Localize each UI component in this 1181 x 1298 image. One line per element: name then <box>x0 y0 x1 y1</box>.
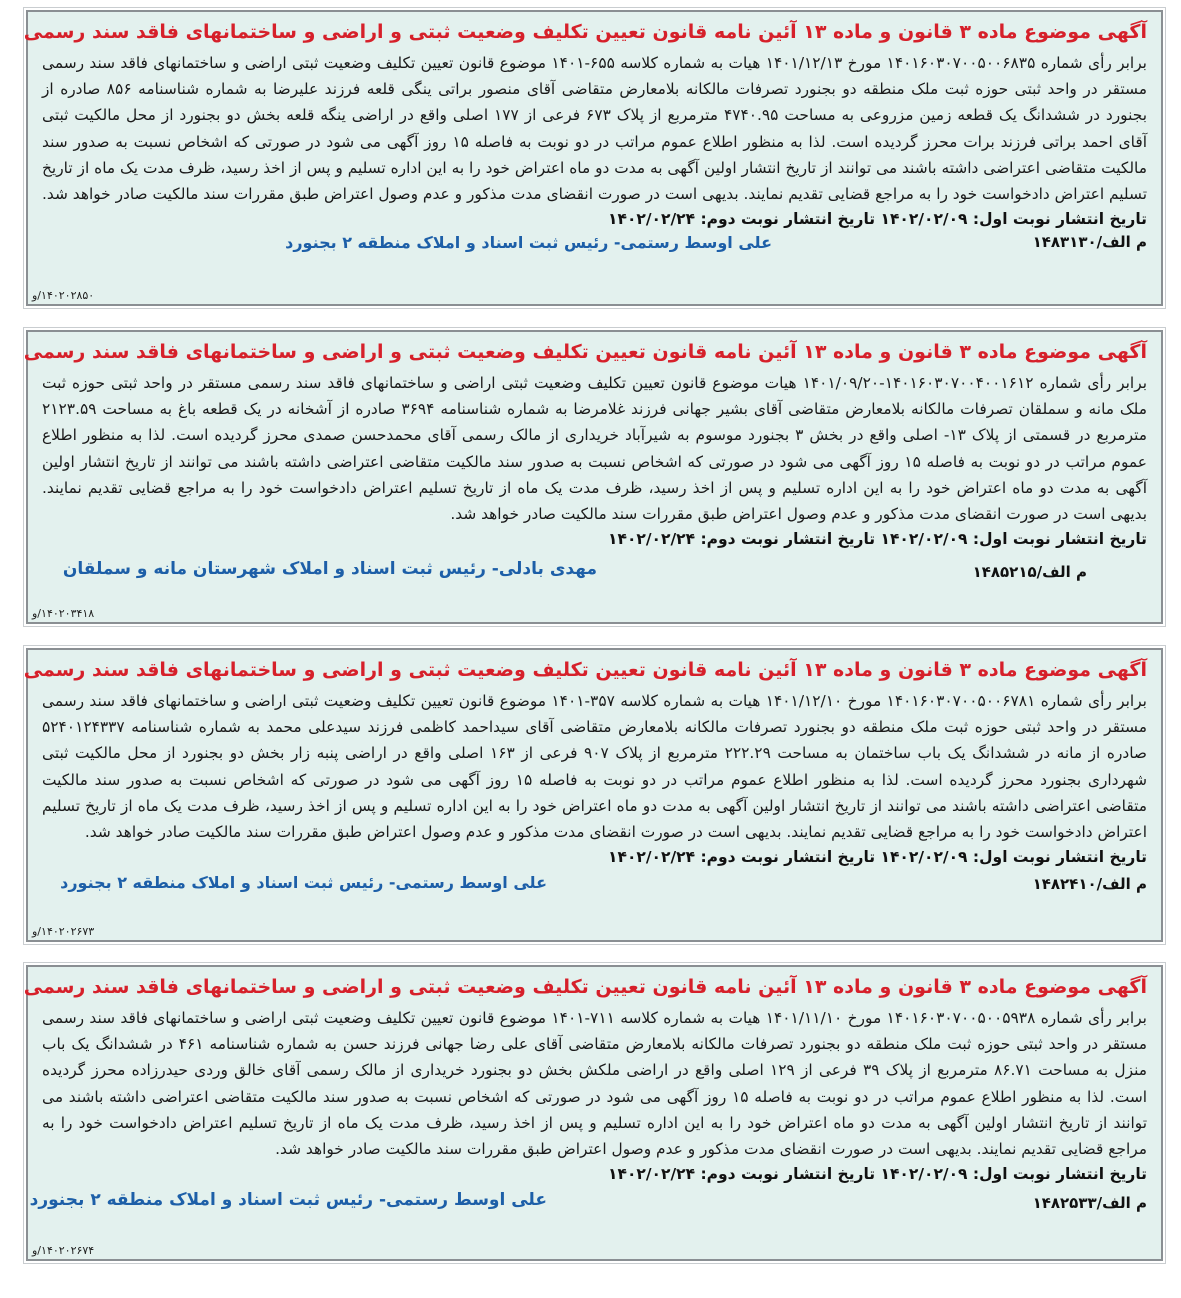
publication-dates: تاریخ انتشار نوبت اول: ۱۴۰۲/۰۲/۰۹ تاریخ انتشار نوبت دوم: ۱۴۰۲/۰۲/۲۴ <box>608 210 1147 229</box>
notice-title: آگهی موضوع ماده ۳ قانون و ماده ۱۳ آئین نامه قانون تعیین تکلیف وضعیت ثبتی و اراضی و ساختمانهای فاقد سند رسمی <box>23 659 1147 681</box>
notice-3 <box>23 648 1163 942</box>
reference-number: م الف/۱۴۸۳۱۳۰ <box>1032 233 1147 252</box>
signer: علی اوسط رستمی- رئیس ثبت اسناد و املاک منطقه ۲ بجنورد <box>29 1190 547 1211</box>
notice-code: ۱۴۰۲۰۲۶۷۳/و <box>32 925 95 938</box>
reference-number: م الف/۱۴۸۲۵۳۳ <box>1032 1194 1147 1213</box>
notice-code: ۱۴۰۲۰۲۶۷۴/و <box>32 1244 95 1257</box>
notice-2 <box>23 330 1163 624</box>
notice-code: ۱۴۰۲۰۳۴۱۸/و <box>32 607 95 620</box>
notice-title: آگهی موضوع ماده ۳ قانون و ماده ۱۳ آئین نامه قانون تعیین تکلیف وضعیت ثبتی و اراضی و ساختمانهای فاقد سند رسمی <box>23 341 1147 363</box>
signer: علی اوسط رستمی- رئیس ثبت اسناد و املاک منطقه ۲ بجنورد <box>285 233 772 253</box>
notice-body: برابر رأی شماره ۱۴۰۱۶۰۳۰۷۰۰۵۰۰۶۷۸۱ مورخ ۱۴۰۱/۱۲/۱۰ هیات به شماره کلاسه ۳۵۷-۱۴۰۱ موضوع قانون تعیین تکلیف وضعیت ثبتی اراضی و ساختمانهای فاقد سند رسمی مستقر در واحد ثبتی حوزه ثبت ملک منطقه دو بجنورد تصرفات مالکانه بلامعارض متقاضی آقای سیداحمد کاظمی فرزند سیدعلی محمد به شماره شناسنامه ۵۲۴۰۱۲۴۳۳۷ صادره از مانه در ششدانگ یک باب ساختمان به مساحت ۲۲۲.۲۹ مترمربع از پلاک ۹۰۷ فرعی از ۱۶۳ اصلی واقع در اراضی پنبه زار بخش دو بجنورد از محل مالکیت ثبتی شهرداری بجنورد محرز گردیده است. لذا به منظور اطلاع عموم مراتب در دو نوبت به فاصله ۱۵ روز آگهی می شود در صورتی که اشخاص نسبت به صدور سند مالکیت متقاضی اعتراضی داشته باشند می توانند از تاریخ انتشار اولین آگهی به مدت دو ماه اعتراض خود را به این اداره تسلیم و پس از اخذ رسید، ظرف مدت یک ماه از تاریخ تسلیم اعتراض دادخواست خود را به مراجع قضایی تقدیم نمایند. بدیهی است در صورت انقضای مدت مذکور و عدم وصول اعتراض طبق مقررات سند مالکیت صادر خواهد شد. <box>42 692 1147 842</box>
notice-title: آگهی موضوع ماده ۳ قانون و ماده ۱۳ آئین نامه قانون تعیین تکلیف وضعیت ثبتی و اراضی و ساختمانهای فاقد سند رسمی <box>23 21 1147 43</box>
reference-number: م الف/۱۴۸۲۴۱۰ <box>1032 875 1147 894</box>
reference-number: م الف/۱۴۸۵۲۱۵ <box>972 563 1087 582</box>
publication-dates: تاریخ انتشار نوبت اول: ۱۴۰۲/۰۲/۰۹ تاریخ انتشار نوبت دوم: ۱۴۰۲/۰۲/۲۴ <box>608 1165 1147 1184</box>
signature-row <box>42 231 1147 259</box>
notice-body: برابر رأی شماره ۱۴۰۱۶۰۳۰۷۰۰۵۰۰۶۸۳۵ مورخ ۱۴۰۱/۱۲/۱۳ هیات به شماره کلاسه ۶۵۵-۱۴۰۱ موضوع قانون تعیین تکلیف وضعیت ثبتی اراضی و ساختمانهای فاقد سند رسمی مستقر در واحد ثبتی حوزه ثبت ملک منطقه دو بجنورد تصرفات مالکانه بلامعارض متقاضی آقای منصور براتی ینگی قلعه فرزند علیرضا به شماره شناسنامه ۸۵۶ صادره از بجنورد در ششدانگ یک قطعه زمین مزروعی به مساحت ۴۷۴۰.۹۵ مترمربع از پلاک ۶۷۳ فرعی از ۱۷۷ اصلی واقع در اراضی ینگه قلعه بخش دو بجنورد از محل مالکیت ثبتی آقای احمد براتی فرزند برات محرز گردیده است. لذا به منظور اطلاع عموم مراتب در دو نوبت به فاصله ۱۵ روز آگهی می شود در صورتی که اشخاص نسبت به صدور سند مالکیت متقاضی اعتراضی داشته باشند می توانند از تاریخ انتشار اولین آگهی به مدت دو ماه اعتراض خود را به این اداره تسلیم و پس از اخذ رسید، ظرف مدت یک ماه از تاریخ تسلیم اعتراض دادخواست خود را به مراجع قضایی تقدیم نمایند. بدیهی است در صورت انقضای مدت مذکور و عدم وصول اعتراض طبق مقررات سند مالکیت صادر خواهد شد. <box>42 54 1147 204</box>
publication-dates: تاریخ انتشار نوبت اول: ۱۴۰۲/۰۲/۰۹ تاریخ انتشار نوبت دوم: ۱۴۰۲/۰۲/۲۴ <box>608 530 1147 549</box>
signer: مهدی بادلی- رئیس ثبت اسناد و املاک شهرستان مانه و سملقان <box>62 559 597 580</box>
publication-dates: تاریخ انتشار نوبت اول: ۱۴۰۲/۰۲/۰۹ تاریخ انتشار نوبت دوم: ۱۴۰۲/۰۲/۲۴ <box>608 848 1147 867</box>
signer: علی اوسط رستمی- رئیس ثبت اسناد و املاک منطقه ۲ بجنورد <box>60 873 547 893</box>
notice-title: آگهی موضوع ماده ۳ قانون و ماده ۱۳ آئین نامه قانون تعیین تکلیف وضعیت ثبتی و اراضی و ساختمانهای فاقد سند رسمی <box>23 976 1147 998</box>
notice-body: برابر رأی شماره ۱۴۰۱۶۰۳۰۷۰۰۵۰۰۵۹۳۸ مورخ ۱۴۰۱/۱۱/۱۰ هیات به شماره کلاسه ۷۱۱-۱۴۰۱ موضوع قانون تعیین تکلیف وضعیت ثبتی اراضی و ساختمانهای فاقد سند رسمی مستقر در واحد ثبتی حوزه ثبت ملک منطقه دو بجنورد تصرفات مالکانه بلامعارض متقاضی آقای علی رضا جهانی فرزند حسن به شماره شناسنامه ۴۶۱ در ششدانگ یک باب منزل به مساحت ۸۶.۷۱ مترمربع از پلاک ۳۹ فرعی از ۱۲۹ اصلی واقع در اراضی ملکش بخش دو بجنورد خریداری از مالک رسمی آقای خالق وردی حیدرزاده محرز گردیده است. لذا به منظور اطلاع عموم مراتب در دو نوبت به فاصله ۱۵ روز آگهی می شود در صورتی که اشخاص نسبت به صدور سند مالکیت متقاضی اعتراضی داشته باشند می توانند از تاریخ انتشار اولین آگهی به مدت دو ماه اعتراض خود را به این اداره تسلیم و پس از اخذ رسید، ظرف مدت یک ماه از تاریخ تسلیم اعتراض دادخواست خود را به مراجع قضایی تقدیم نمایند. بدیهی است در صورت انقضای مدت مذکور و عدم وصول اعتراض طبق مقررات سند مالکیت صادر خواهد شد. <box>42 1009 1147 1159</box>
notice-body: برابر رأی شماره ۱۴۰۱۶۰۳۰۷۰۰۴۰۰۱۶۱۲-۱۴۰۱/۰۹/۲۰ هیات موضوع قانون تعیین تکلیف وضعیت ثبتی اراضی و ساختمانهای فاقد سند رسمی مستقر در واحد ثبتی حوزه ثبت ملک مانه و سملقان تصرفات مالکانه بلامعارض متقاضی آقای بشیر جهانی فرزند غلامرضا به شماره شناسنامه ۳۶۹۴ صادره از آشخانه در یک قطعه باغ به مساحت ۲۱۲۳.۵۹ مترمربع در قسمتی از پلاک ۱۳- اصلی واقع در بخش ۳ بجنورد موسوم به شیرآباد خریداری از مالک رسمی آقای محمدحسن صمدی محرز گردیده است. لذا به منظور اطلاع عموم مراتب در دو نوبت به فاصله ۱۵ روز آگهی می شود در صورتی که اشخاص نسبت به صدور سند مالکیت متقاضی اعتراضی داشته باشند می توانند از تاریخ انتشار اولین آگهی به مدت دو ماه اعتراض خود را به این اداره تسلیم و پس از اخذ رسید، ظرف مدت یک ماه از تاریخ تسلیم اعتراض دادخواست خود را به مراجع قضایی تقدیم نمایند. بدیهی است در صورت انقضای مدت مذکور و عدم وصول اعتراض طبق مقررات سند مالکیت صادر خواهد شد. <box>42 374 1147 524</box>
notice-1 <box>23 10 1163 306</box>
signature-row <box>42 869 1147 897</box>
notice-4 <box>23 965 1163 1261</box>
notice-code: ۱۴۰۲۰۲۸۵۰/و <box>32 289 95 302</box>
signature-row <box>42 551 1147 582</box>
signature-row <box>29 1186 1147 1214</box>
